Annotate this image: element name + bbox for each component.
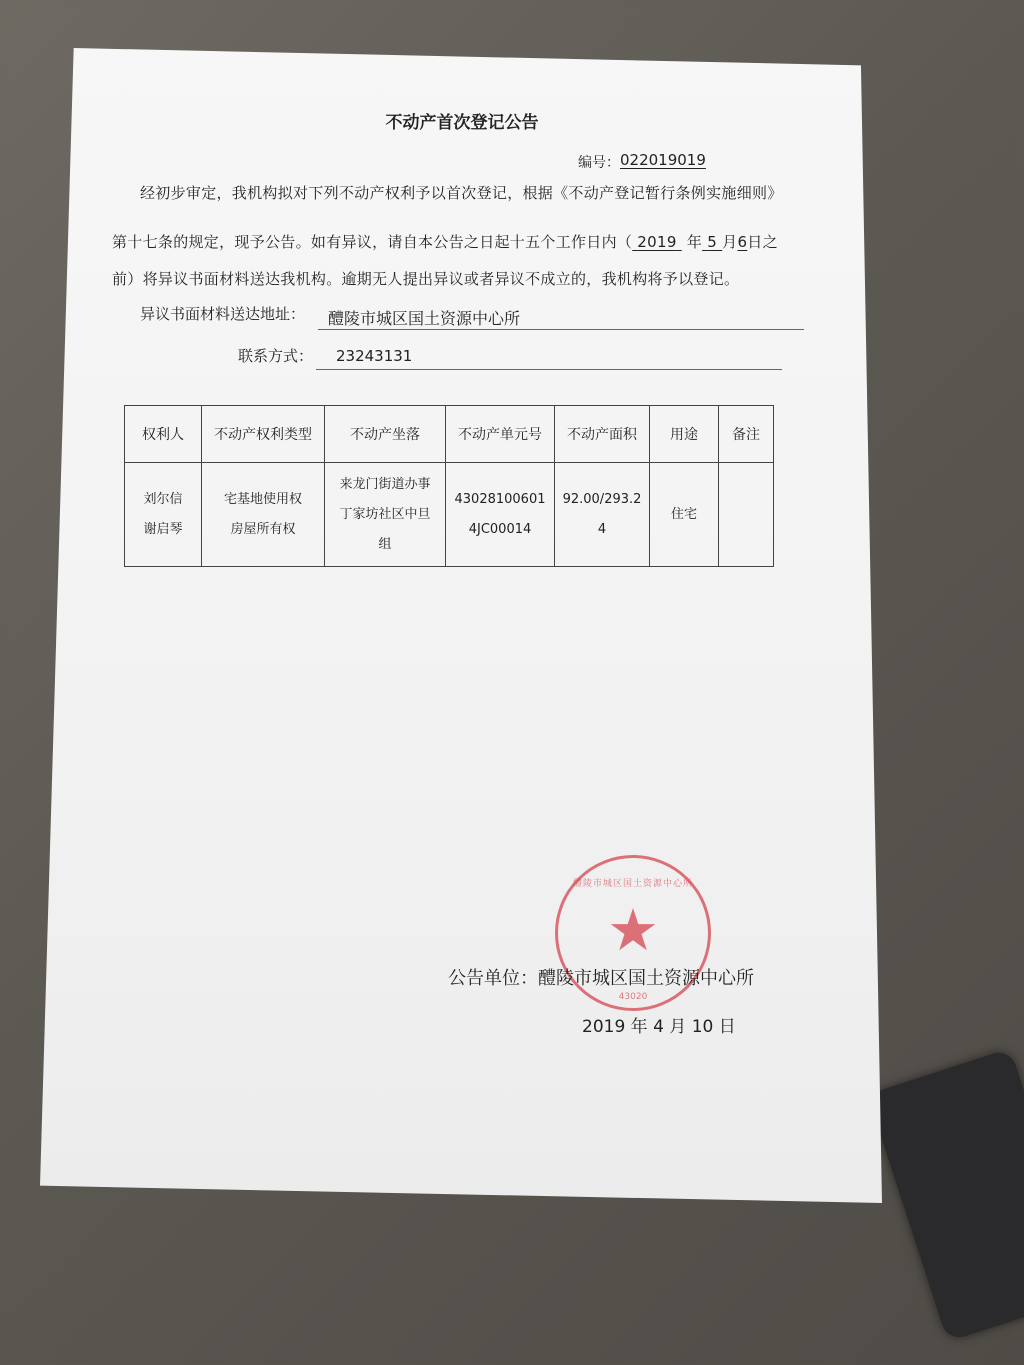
issue-date: 2019 年 4 月 10 日 xyxy=(582,1017,736,1037)
contact-value: 23243131 xyxy=(336,347,413,365)
month-char: 月 xyxy=(722,233,738,251)
document-title: 不动产首次登记公告 xyxy=(385,113,539,133)
header-location: 不动产坐落 xyxy=(325,406,446,463)
seal-code: 43020 xyxy=(618,992,648,1002)
paragraph-line-2 xyxy=(112,231,778,252)
paper-sheet xyxy=(40,48,882,1203)
header-usage: 用途 xyxy=(650,406,719,463)
objection-address-value: 醴陵市城区国土资源中心所 xyxy=(328,309,521,328)
year-char: 年 xyxy=(686,233,703,251)
contact-underline xyxy=(316,369,782,370)
deadline-month: 5 xyxy=(707,233,718,251)
seal-text: 醴陵市城区国土资源中心所 xyxy=(572,879,693,889)
paragraph-line-2-start: 第十七条的规定，现予公告。如有异议，请自本公告之日起十五个工作日内（ xyxy=(112,233,633,251)
table-header-row xyxy=(125,406,774,463)
seal-star-icon: ★ xyxy=(607,896,659,964)
registration-table xyxy=(124,405,774,567)
cell-area: 92.00/293.2 4 xyxy=(555,463,650,567)
objection-underline xyxy=(318,329,804,330)
number-label: 编号： xyxy=(578,155,620,171)
cell-remarks xyxy=(719,463,774,567)
issuer-line: 公告单位：醴陵市城区国土资源中心所 xyxy=(448,968,754,989)
paragraph-line-3: 前）将异议书面材料送达我机构。逾期无人提出异议或者异议不成立的，我机构将予以登记。 xyxy=(112,270,740,288)
deadline-day: 6 xyxy=(737,233,748,251)
paragraph-line-2-end: 日之 xyxy=(747,233,778,251)
desk-phone-object xyxy=(867,1048,1024,1342)
header-unit-number: 不动产单元号 xyxy=(446,406,555,463)
cell-unit-number: 43028100601 4JC00014 xyxy=(446,463,555,567)
cell-owner: 刘尔信 谢启琴 xyxy=(125,463,202,567)
deadline-year: 2019 xyxy=(637,233,677,251)
objection-address-label: 异议书面材料送达地址： xyxy=(140,305,306,323)
paragraph-line-1: 经初步审定，我机构拟对下列不动产权利予以首次登记，根据《不动产登记暂行条例实施细则》 xyxy=(140,184,783,202)
contact-label: 联系方式： xyxy=(238,347,314,365)
cell-usage: 住宅 xyxy=(650,463,719,567)
header-right-type: 不动产权利类型 xyxy=(202,406,325,463)
number-value: 022019019 xyxy=(620,151,706,169)
header-remarks: 备注 xyxy=(719,406,774,463)
cell-right-type: 宅基地使用权 房屋所有权 xyxy=(202,463,325,567)
header-area: 不动产面积 xyxy=(555,406,650,463)
header-owner: 权利人 xyxy=(125,406,202,463)
cell-location: 来龙门街道办事 丁家坊社区中旦 组 xyxy=(325,463,446,567)
table-row xyxy=(125,463,774,567)
